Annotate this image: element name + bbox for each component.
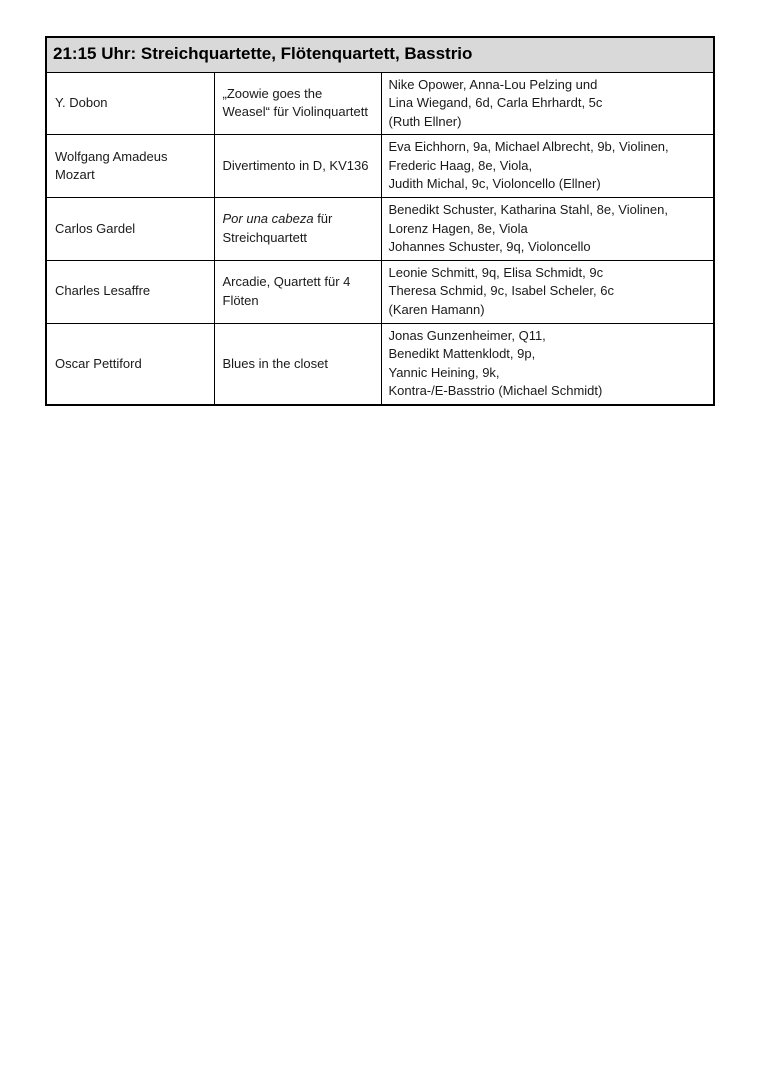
table-row bbox=[46, 260, 714, 323]
performer-line: Kontra-/E-Basstrio (Michael Schmidt) bbox=[388, 383, 603, 399]
table-title: 21:15 Uhr: Streichquartette, Flötenquartett, Basstrio bbox=[46, 37, 714, 72]
program-table bbox=[45, 36, 715, 406]
performers-cell bbox=[381, 198, 714, 261]
performer-line: (Karen Hamann) bbox=[388, 302, 485, 318]
table-header-row bbox=[46, 37, 714, 72]
performer-line: Jonas Gunzenheimer, Q11, bbox=[388, 327, 546, 343]
performer-line: Leonie Schmitt, 9q, Elisa Schmidt, 9c bbox=[388, 264, 604, 280]
piece-title-italic: Por una cabeza bbox=[222, 211, 314, 227]
performer-line: Johannes Schuster, 9q, Violoncello bbox=[388, 239, 591, 255]
piece-title-rest: für Streichquartett bbox=[222, 211, 333, 245]
composer-cell: Charles Lesaffre bbox=[46, 260, 214, 323]
piece-cell: Blues in the closet bbox=[214, 323, 381, 405]
performer-line: Judith Michal, 9c, Violoncello (Ellner) bbox=[388, 176, 601, 192]
performer-line: (Ruth Ellner) bbox=[388, 113, 462, 129]
performer-line: Nike Opower, Anna-Lou Pelzing und bbox=[388, 76, 598, 92]
piece-cell: „Zoowie goes the Weasel“ für Violinquartett bbox=[214, 72, 381, 135]
performers-cell bbox=[381, 323, 714, 405]
composer-cell: Oscar Pettiford bbox=[46, 323, 214, 405]
performer-line: Frederic Haag, 8e, Viola, bbox=[388, 157, 533, 173]
composer-cell: Y. Dobon bbox=[46, 72, 214, 135]
table-row bbox=[46, 323, 714, 405]
performer-line: Theresa Schmid, 9c, Isabel Scheler, 6c bbox=[388, 283, 614, 299]
performer-line: Eva Eichhorn, 9a, Michael Albrecht, 9b, Violinen, bbox=[388, 139, 669, 155]
performers-cell bbox=[381, 260, 714, 323]
table-row bbox=[46, 198, 714, 261]
piece-cell: Divertimento in D, KV136 bbox=[214, 135, 381, 198]
performer-line: Lina Wiegand, 6d, Carla Ehrhardt, 5c bbox=[388, 95, 603, 111]
piece-cell: Arcadie, Quartett für 4 Flöten bbox=[214, 260, 381, 323]
performer-line: Yannic Heining, 9k, bbox=[388, 364, 500, 380]
table-row bbox=[46, 135, 714, 198]
composer-cell: Wolfgang Amadeus Mozart bbox=[46, 135, 214, 198]
performer-line: Benedikt Schuster, Katharina Stahl, 8e, Violinen, Lorenz Hagen, 8e, Viola bbox=[388, 202, 668, 236]
performers-cell bbox=[381, 72, 714, 135]
piece-cell bbox=[214, 198, 381, 261]
composer-cell: Carlos Gardel bbox=[46, 198, 214, 261]
performers-cell bbox=[381, 135, 714, 198]
performer-line: Benedikt Mattenklodt, 9p, bbox=[388, 346, 536, 362]
table-row bbox=[46, 72, 714, 135]
